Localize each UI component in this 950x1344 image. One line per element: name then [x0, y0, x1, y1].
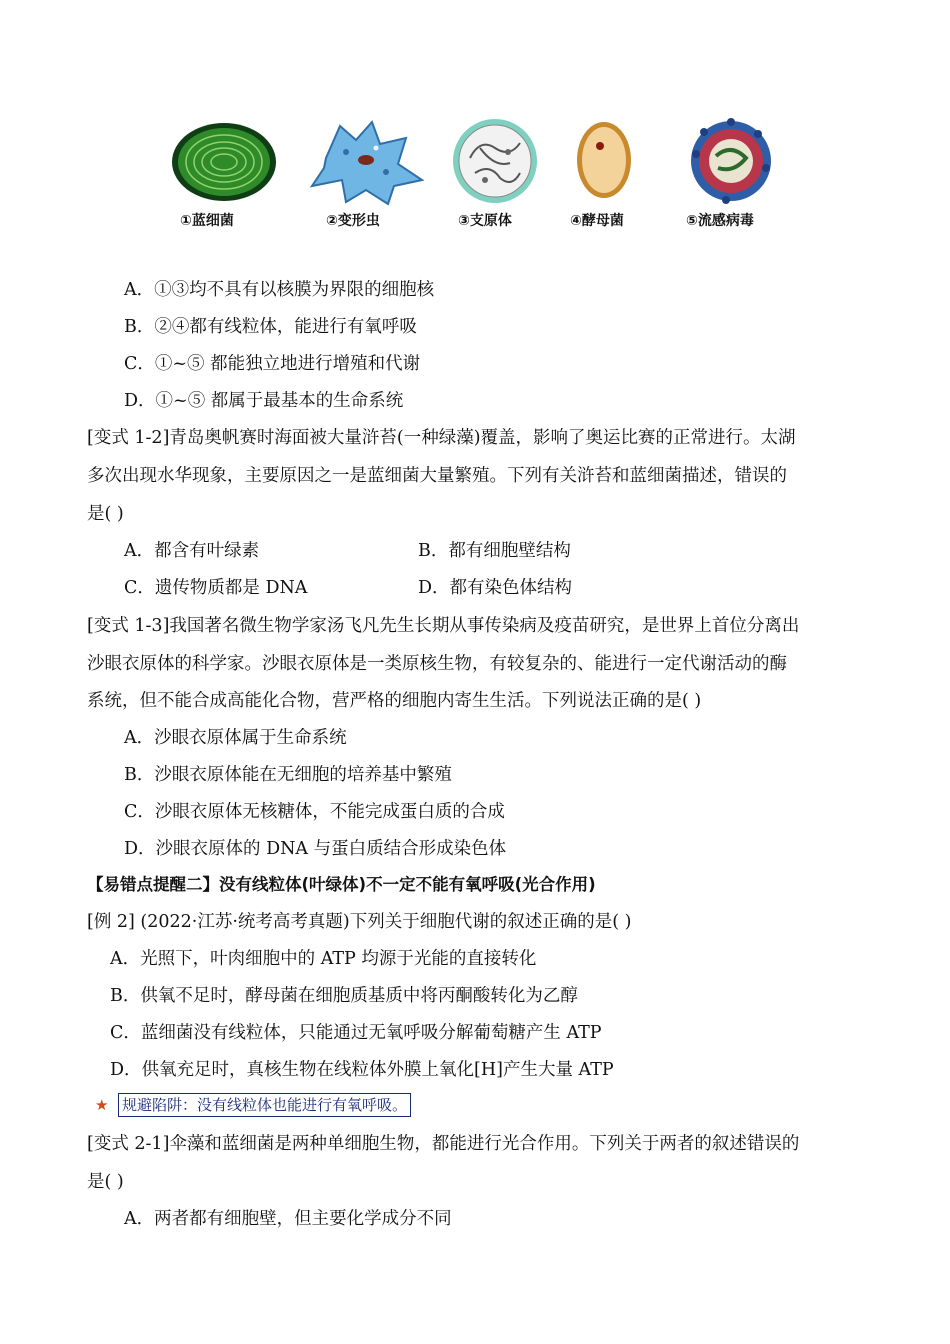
v12-option-a: A．都含有叶绿素: [124, 541, 260, 561]
trap-note: 规避陷阱：没有线粒体也能进行有氧呼吸。: [118, 1093, 411, 1117]
organism-figure: [160, 118, 800, 238]
ex2-stem: [例 2] (2022·江苏·统考高考真题)下列关于细胞代谢的叙述正确的是( ): [87, 912, 632, 932]
v13-option-c: C．沙眼衣原体无核糖体，不能完成蛋白质的合成: [124, 802, 505, 822]
ex2-option-d: D．供氧充足时，真核生物在线粒体外膜上氧化[H]产生大量 ATP: [110, 1060, 614, 1080]
caption-yeast: ④酵母菌: [570, 213, 624, 229]
v12-option-b: B．都有细胞壁结构: [418, 541, 571, 561]
q1-option-c: C．①~⑤ 都能独立地进行增殖和代谢: [124, 354, 421, 374]
v21-stem-line-1: [变式 2-1]伞藻和蓝细菌是两种单细胞生物，都能进行光合作用。下列关于两者的叙述错误的: [87, 1134, 800, 1154]
amoeba-image: [306, 118, 424, 212]
v13-stem-line-2: 沙眼衣原体的科学家。沙眼衣原体是一类原核生物，有较复杂的、能进行一定代谢活动的酶: [87, 654, 787, 674]
q1-option-b: B．②④都有线粒体，能进行有氧呼吸: [124, 317, 417, 337]
caption-mycoplasma: ③支原体: [458, 213, 512, 229]
caption-cyanobacteria: ①蓝细菌: [180, 213, 234, 229]
v13-stem-line-1: [变式 1-3]我国著名微生物学家汤飞凡先生长期从事传染病及疫苗研究，是世界上首位分离出: [87, 616, 800, 636]
v13-option-b: B．沙眼衣原体能在无细胞的培养基中繁殖: [124, 765, 452, 785]
ex2-option-b: B．供氧不足时，酵母菌在细胞质基质中将丙酮酸转化为乙醇: [110, 986, 578, 1006]
v12-stem-line-1: [变式 1-2]青岛奥帆赛时海面被大量浒苔(一种绿藻)覆盖，影响了奥运比赛的正常进行。太湖: [87, 428, 796, 448]
v12-stem-line-2: 多次出现水华现象，主要原因之一是蓝细菌大量繁殖。下列有关浒苔和蓝细菌描述，错误的: [87, 466, 787, 486]
mycoplasma-image: [450, 118, 540, 212]
v13-option-a: A．沙眼衣原体属于生命系统: [124, 728, 347, 748]
ex2-option-c: C．蓝细菌没有线粒体，只能通过无氧呼吸分解葡萄糖产生 ATP: [110, 1023, 602, 1043]
yeast-image: [574, 118, 634, 206]
q1-option-a: A．①③均不具有以核膜为界限的细胞核: [124, 280, 435, 300]
influenza-virus-image: [686, 118, 776, 212]
ex2-option-a: A．光照下，叶肉细胞中的 ATP 均源于光能的直接转化: [110, 949, 537, 969]
v13-stem-line-3: 系统，但不能合成高能化合物，营严格的细胞内寄生生活。下列说法正确的是( ): [87, 691, 702, 711]
v12-option-c: C．遗传物质都是 DNA: [124, 578, 308, 598]
q1-option-d: D．①~⑤ 都属于最基本的生命系统: [124, 391, 404, 411]
caption-influenza: ⑤流感病毒: [686, 213, 754, 229]
v13-option-d: D．沙眼衣原体的 DNA 与蛋白质结合形成染色体: [124, 839, 507, 859]
v21-stem-line-2: 是( ): [87, 1172, 124, 1192]
section-2-title: 【易错点提醒二】没有线粒体(叶绿体)不一定不能有氧呼吸(光合作用): [87, 875, 596, 894]
v21-option-a: A．两者都有细胞壁，但主要化学成分不同: [124, 1209, 452, 1229]
v12-option-d: D．都有染色体结构: [418, 578, 573, 598]
v12-stem-line-3: 是( ): [87, 504, 124, 524]
cyanobacteria-image: [168, 118, 280, 212]
star-icon: ★: [95, 1096, 109, 1114]
caption-amoeba: ②变形虫: [326, 213, 380, 229]
